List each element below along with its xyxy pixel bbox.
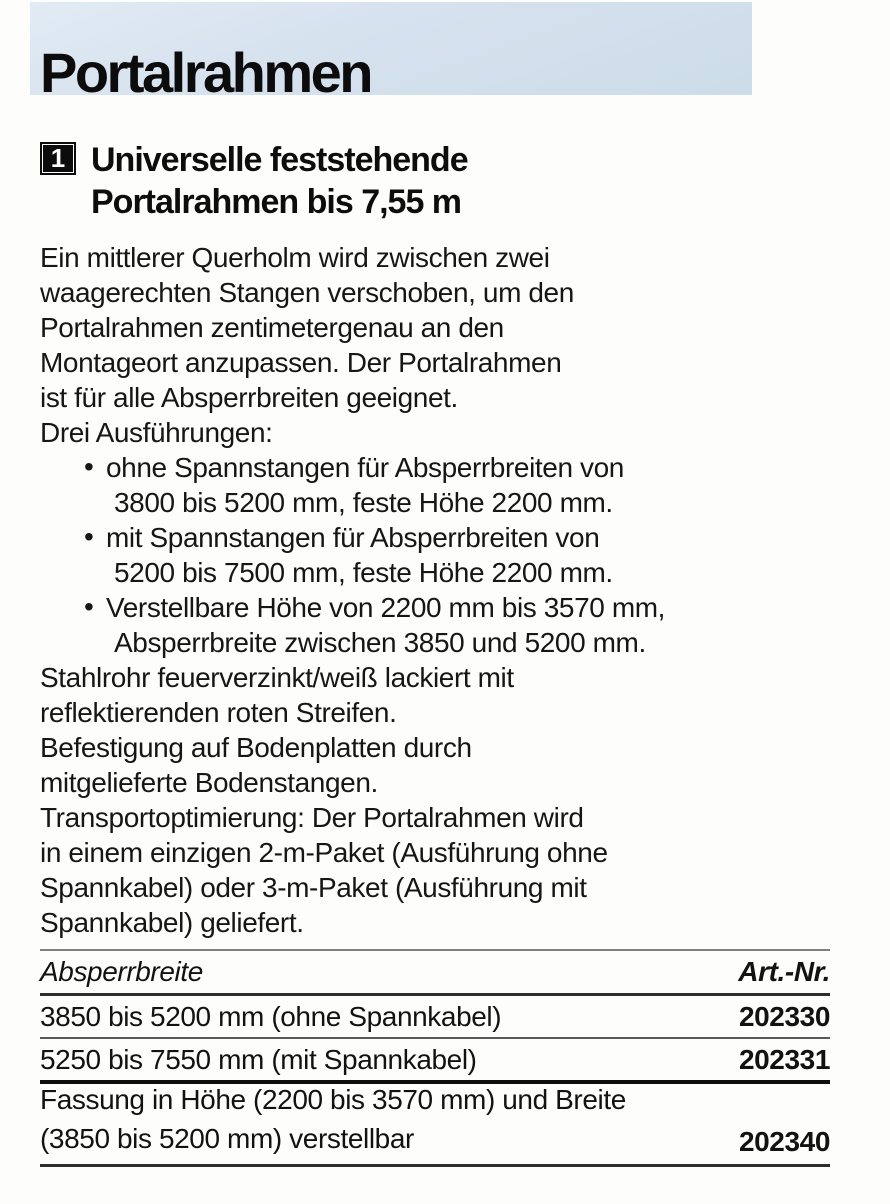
bullet-item <box>40 590 785 660</box>
bullet-text-line: ohne Spannstangen für Absperrbreiten von <box>106 452 624 483</box>
body-text-line: Transportoptimierung: Der Portalrahmen wird <box>40 802 584 833</box>
bullet-icon: • <box>84 451 94 482</box>
bullet-text-line: Absperrbreite zwischen 3850 und 5200 mm. <box>114 627 646 658</box>
bullet-icon: • <box>84 521 94 552</box>
column-header-art-nr: Art.-Nr. <box>738 956 830 987</box>
body-text-line: Ein mittlerer Querholm wird zwischen zwei <box>40 242 550 273</box>
body-text-line: ist für alle Absperrbreiten geeignet. <box>40 382 458 413</box>
section-heading-text <box>91 139 468 223</box>
bullet-text-line: 5200 bis 7500 mm, feste Höhe 2200 mm. <box>114 557 613 588</box>
body-text-line: reflektierenden roten Streifen. <box>40 697 397 728</box>
row-description: 3850 bis 5200 mm (ohne Spannkabel) <box>40 1000 502 1032</box>
bullet-text-line: 3800 bis 5200 mm, feste Höhe 2200 mm. <box>114 487 613 518</box>
row-description: 5250 bis 7550 mm (mit Spannkabel) <box>40 1043 477 1075</box>
title-band <box>30 2 752 104</box>
page-title: Portalrahmen <box>40 41 371 104</box>
bullet-item <box>40 450 785 520</box>
table-row <box>40 1039 830 1080</box>
body-text-line: Portalrahmen zentimetergenau an den <box>40 312 504 343</box>
section-heading <box>40 139 468 223</box>
heading-line: Universelle feststehende <box>91 141 468 179</box>
table-header-row <box>40 951 830 993</box>
body-copy <box>40 240 785 940</box>
bullet-text-line: mit Spannstangen für Absperrbreiten von <box>106 522 600 553</box>
bullet-icon: • <box>84 591 94 622</box>
body-text-line: Stahlrohr feuerverzinkt/weiß lackiert mit <box>40 662 514 693</box>
row-art-nr: 202330 <box>738 1000 830 1032</box>
table-row <box>40 1084 830 1164</box>
table-rule-bottom <box>40 1164 830 1167</box>
body-text-line: Drei Ausführungen: <box>40 417 273 448</box>
heading-line: Portalrahmen bis 7,55 m <box>91 183 462 221</box>
section-number-badge: 1 <box>40 142 76 175</box>
body-text-line: Spannkabel) oder 3-m-Paket (Ausführung mit <box>40 872 587 903</box>
body-text-line: Befestigung auf Bodenplatten durch <box>40 732 472 763</box>
body-text-line: mitgelieferte Bodenstangen. <box>40 767 378 798</box>
bullet-text-line: Verstellbare Höhe von 2200 mm bis 3570 mm, <box>106 592 666 623</box>
bullet-item <box>40 520 785 590</box>
row-description <box>40 1080 626 1158</box>
row-description-line: (3850 bis 5200 mm) verstellbar <box>40 1123 414 1154</box>
row-art-nr: 202331 <box>738 1043 830 1075</box>
article-table <box>40 949 830 1167</box>
body-text-line: Spannkabel) geliefert. <box>40 907 304 938</box>
row-art-nr: 202340 <box>738 1126 830 1157</box>
column-header-absperrbreite: Absperrbreite <box>40 956 203 987</box>
body-text-line: waagerechten Stangen verschoben, um den <box>40 277 574 308</box>
body-text-line: in einem einzigen 2-m-Paket (Ausführung ohne <box>40 837 608 868</box>
body-text-line: Montageort anzupassen. Der Portalrahmen <box>40 347 562 378</box>
row-description-line: Fassung in Höhe (2200 bis 3570 mm) und Breite <box>40 1084 626 1115</box>
table-row <box>40 996 830 1037</box>
